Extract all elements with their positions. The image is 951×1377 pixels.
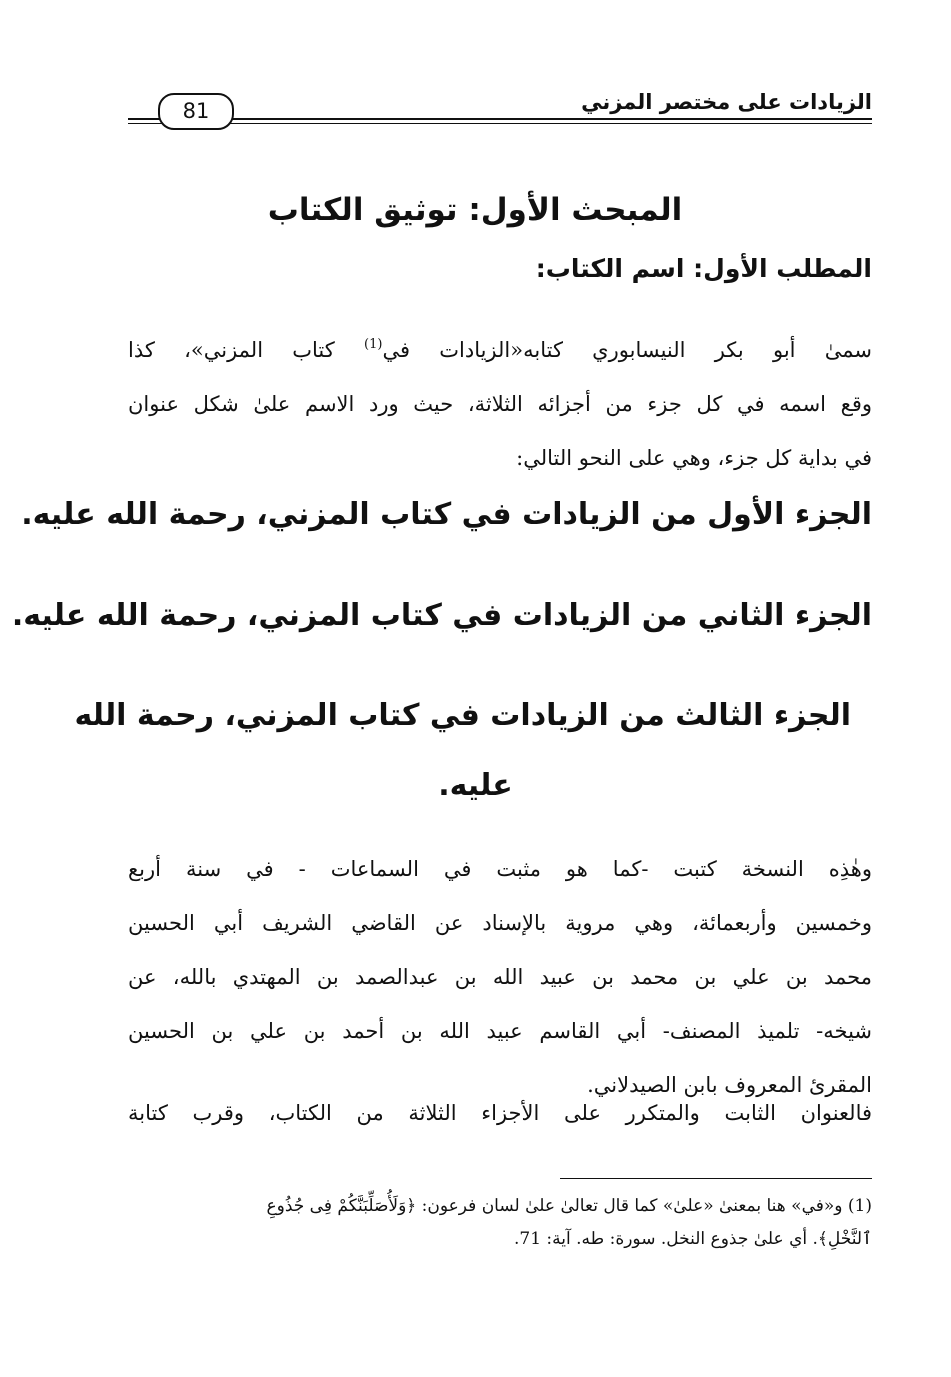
paragraph-line: شيخه- تلميذ المصنف- أبي القاسم عبيد الله بن أحمد بن علي بن الحسين xyxy=(128,1019,872,1043)
page-number: 81 xyxy=(158,93,234,130)
paragraph-line: فالعنوان الثابت والمتكرر على الأجزاء الثلاثة من الكتاب، وقرب كتابة xyxy=(128,1101,872,1125)
part-title-2: الجزء الثاني من الزيادات في كتاب المزني، رحمة الله عليه. xyxy=(11,598,872,633)
part-title-3: الجزء الثالث من الزيادات في كتاب المزني، رحمة الله xyxy=(74,698,851,733)
footnote-line: (1) و«في» هنا بمعنىٰ «علىٰ» كما قال تعالىٰ علىٰ لسان فرعون: ﴿وَلَأُصَلِّبَنَّكُمْ فِى جُذُوعِ xyxy=(266,1196,872,1216)
running-header xyxy=(128,80,872,130)
paragraph-line: وقع اسمه في كل جزء من أجزائه الثلاثة، حيث ورد الاسم علىٰ شكل عنوان xyxy=(128,392,872,416)
footnote-separator xyxy=(560,1178,872,1179)
paragraph-line: وخمسين وأربعمائة، وهي مروية بالإسناد عن القاضي الشريف أبي الحسين xyxy=(128,911,872,935)
subsection-heading: المطلب الأول: اسم الكتاب: xyxy=(535,254,872,283)
paragraph-line: وهٰذِه النسخة كتبت -كما هو مثبت في السماعات - في سنة أربع xyxy=(128,857,872,881)
header-rule-thin xyxy=(128,123,872,124)
footnote xyxy=(128,1190,872,1256)
paragraph-line xyxy=(128,318,872,377)
paragraph-line: المقرئ المعروف بابن الصيدلاني. xyxy=(587,1073,872,1097)
footnote-reference: (1) xyxy=(364,337,383,352)
footnote-line: ٱلنَّخْلِ﴾. أي علىٰ جذوع النخل. سورة: طه. آية: 71. xyxy=(513,1229,872,1249)
paragraph-title-conclusion xyxy=(128,1086,872,1140)
section-heading: المبحث الأول: توثيق الكتاب xyxy=(267,192,683,228)
part-title-1: الجزء الأول من الزيادات في كتاب المزني، رحمة الله عليه. xyxy=(21,497,872,532)
paragraph-line: في بداية كل جزء، وهي على النحو التالي: xyxy=(516,446,872,470)
paragraph-text: سمىٰ أبو بكر النيسابوري كتابه«الزيادات في xyxy=(382,338,872,362)
part-title-3-continuation: عليه. xyxy=(438,768,513,803)
paragraph-book-name xyxy=(128,318,872,485)
paragraph-manuscript xyxy=(128,842,872,1112)
running-header-title: الزيادات على مختصر المزني xyxy=(581,90,872,114)
header-rule-thick xyxy=(128,118,872,120)
paragraph-line: محمد بن علي بن محمد بن عبيد الله بن عبدالصمد بن المهتدي بالله، عن xyxy=(128,965,872,989)
paragraph-text: كتاب المزني»، كذا xyxy=(128,338,365,362)
